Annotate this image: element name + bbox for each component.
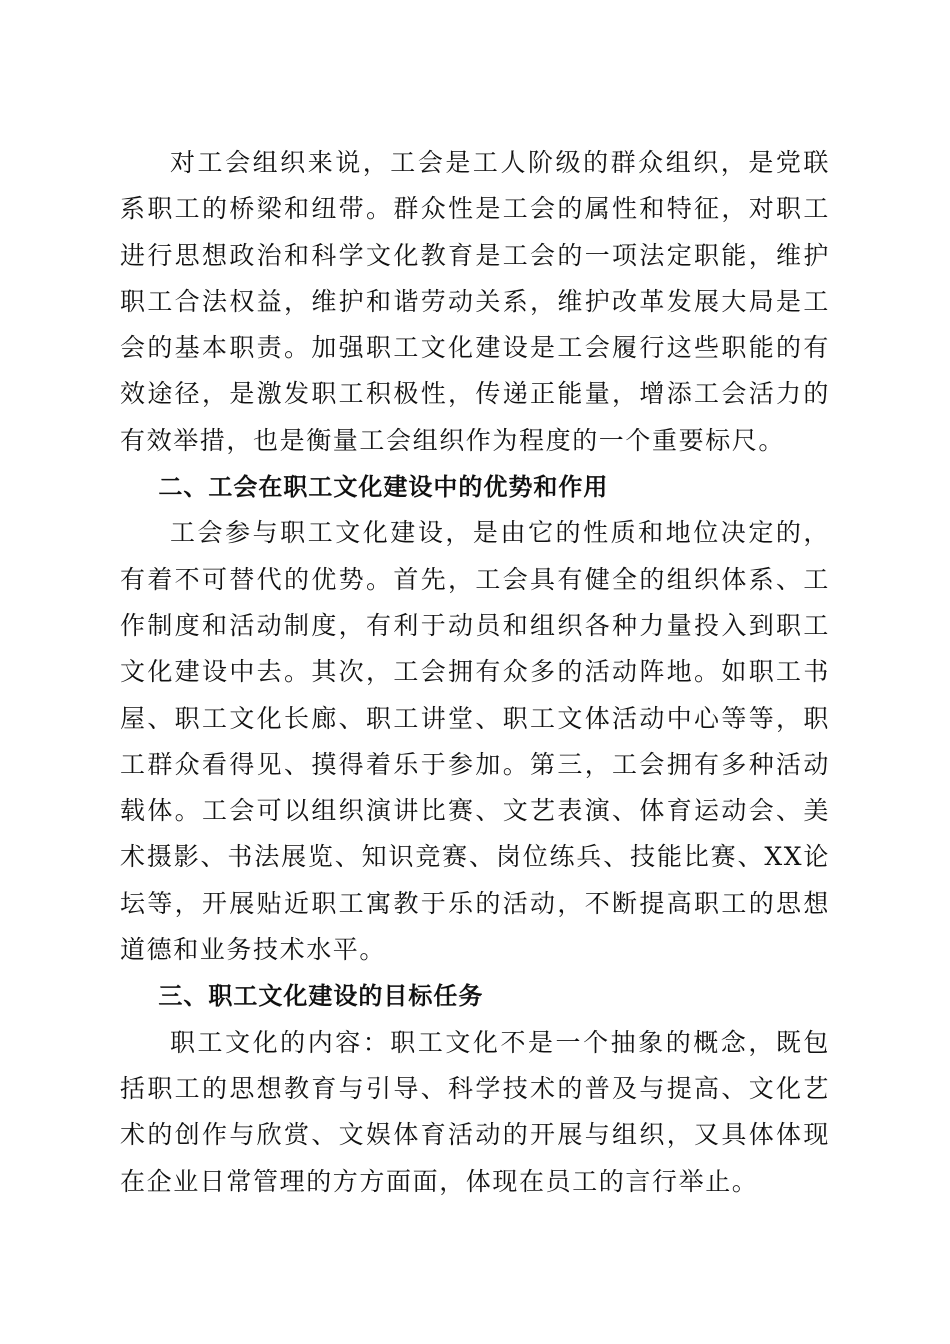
- paragraph-culture-content: 职工文化的内容：职工文化不是一个抽象的概念，既包括职工的思想教育与引导、科学技术的普及与提高、文化艺术的创作与欣赏、文娱体育活动的开展与组织，又具体体现在企业日常管理的方方面面，体现在员工的言行举止。: [120, 1027, 830, 1196]
- section-heading-goals: 三、职工文化建设的目标任务: [158, 982, 484, 1011]
- paragraph-union-advantages: 工会参与职工文化建设，是由它的性质和地位决定的，有着不可替代的优势。首先，工会具有健全的组织体系、工作制度和活动制度，有利于动员和组织各种力量投入到职工文化建设中去。其次，工会拥有众多的活动阵地。如职工书屋、职工文化长廊、职工讲堂、职工文体活动中心等等，职工群众看得见、摸得着乐于参加。第三，工会拥有多种活动载体。工会可以组织演讲比赛、文艺表演、体育运动会、美术摄影、书法展览、知识竞赛、岗位练兵、技能比赛、XX论坛等，开展贴近职工寓教于乐的活动，不断提高职工的思想道德和业务技术水平。: [120, 518, 830, 965]
- document-body: [120, 140, 830, 1205]
- paragraph-union-role: 对工会组织来说，工会是工人阶级的群众组织，是党联系职工的桥梁和纽带。群众性是工会的属性和特征，对职工进行思想政治和科学文化教育是工会的一项法定职能，维护职工合法权益，维护和谐劳动关系，维护改革发展大局是工会的基本职责。加强职工文化建设是工会履行这些职能的有效途径，是激发职工积极性，传递正能量，增添工会活力的有效举措，也是衡量工会组织作为程度的一个重要标尺。: [120, 148, 830, 455]
- section-heading-advantages: 二、工会在职工文化建设中的优势和作用: [158, 473, 609, 502]
